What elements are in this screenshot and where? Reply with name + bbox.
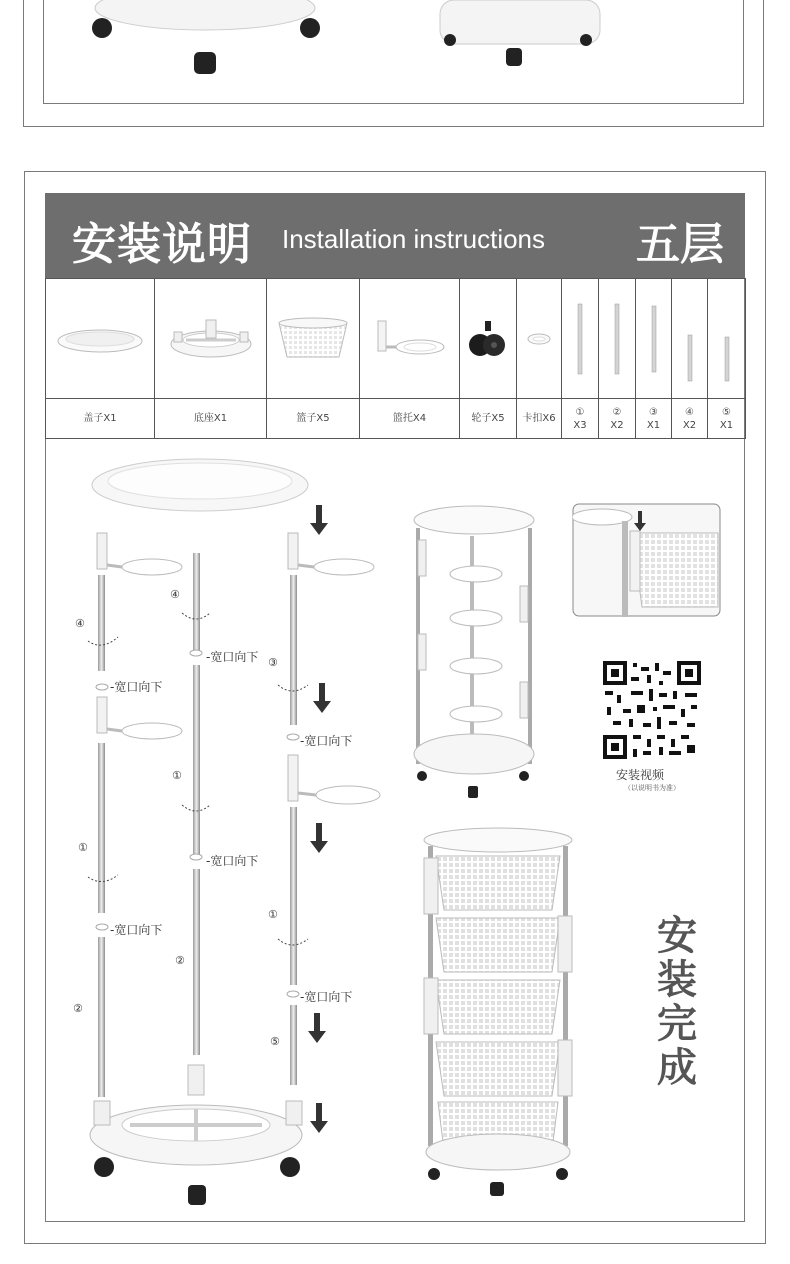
pole-marker: ② (73, 1002, 83, 1015)
pole-icon (649, 302, 659, 376)
part-label: 篮子X5 (267, 399, 360, 439)
part-cell-pole-4 (672, 279, 708, 399)
pole-icon (722, 309, 732, 383)
pole-quantity: X1 (719, 419, 734, 431)
clip-instruction: -宽口向下 (110, 680, 163, 694)
pole-label (672, 399, 708, 439)
pole-label (599, 399, 636, 439)
detail-zoom-image (572, 503, 721, 617)
part-cell-basket (267, 279, 360, 399)
pole-icon (685, 309, 695, 383)
part-cell-pole-2 (599, 279, 636, 399)
qr-code-image[interactable] (603, 661, 701, 759)
pole-icon (612, 302, 622, 376)
part-label: 卡扣X6 (517, 399, 562, 439)
part-cell-pole-3 (636, 279, 672, 399)
clip-instruction: -宽口向下 (300, 734, 353, 748)
part-cell-pole-5 (708, 279, 746, 399)
pole-marker: ① (172, 769, 182, 782)
pole-number: ② (612, 406, 622, 418)
title-english: Installation instructions (282, 224, 546, 254)
pole-marker: ④ (170, 588, 180, 601)
clip-icon (524, 329, 554, 349)
pole-number: ⑤ (722, 406, 731, 418)
part-label: 篮托X4 (360, 399, 460, 439)
assembly-complete-text: 安装完成 (657, 913, 697, 1091)
part-cell-clip (517, 279, 562, 399)
basket-bracket-icon (370, 319, 450, 359)
qr-caption: 安装视频 (616, 768, 665, 782)
assembled-rack-image (418, 826, 578, 1198)
pole-number: ① (575, 406, 585, 418)
part-cell-pole-1 (562, 279, 599, 399)
wheel-icon (468, 319, 508, 359)
pole-number: ④ (685, 406, 694, 418)
clip-instruction: -宽口向下 (110, 923, 163, 937)
basket-icon (273, 315, 353, 363)
pole-quantity: X1 (646, 419, 661, 431)
pole-quantity: X2 (682, 419, 697, 431)
pole-icon (575, 302, 585, 376)
part-label: 盖子X1 (46, 399, 155, 439)
pole-label (708, 399, 746, 439)
clip-instruction: -宽口向下 (206, 854, 259, 868)
middle-column (190, 553, 202, 1055)
assembled-frame-image (404, 500, 544, 802)
clip-instruction: -宽口向下 (300, 990, 353, 1004)
layer-count-title: 五层 (636, 219, 724, 270)
base-part (90, 1065, 302, 1205)
part-label: 轮子X5 (460, 399, 517, 439)
part-cell-base (155, 279, 267, 399)
pole-quantity: X3 (573, 419, 587, 431)
parts-table (45, 278, 746, 439)
pole-marker: ② (175, 954, 185, 967)
previous-product-image (80, 0, 640, 80)
lid-part (92, 459, 308, 511)
part-cell-wheel (460, 279, 517, 399)
left-column (96, 533, 182, 1097)
pole-marker: ⑤ (270, 1035, 280, 1048)
part-label: 底座X1 (155, 399, 267, 439)
pole-marker: ① (268, 908, 278, 921)
qr-subcaption: （以说明书为准） (624, 784, 680, 792)
pole-marker: ① (78, 841, 88, 854)
lid-icon (55, 319, 145, 359)
part-cell-lid (46, 279, 155, 399)
pole-marker: ④ (75, 617, 85, 630)
clip-instruction: -宽口向下 (206, 650, 259, 664)
down-arrows (308, 505, 331, 1133)
title-chinese: 安装说明 (72, 219, 252, 270)
pole-quantity: X2 (610, 419, 624, 431)
pole-label (562, 399, 599, 439)
pole-number: ③ (649, 406, 658, 418)
base-icon (166, 314, 256, 364)
pole-marker: ③ (268, 656, 278, 669)
part-cell-bracket (360, 279, 460, 399)
pole-label (636, 399, 672, 439)
